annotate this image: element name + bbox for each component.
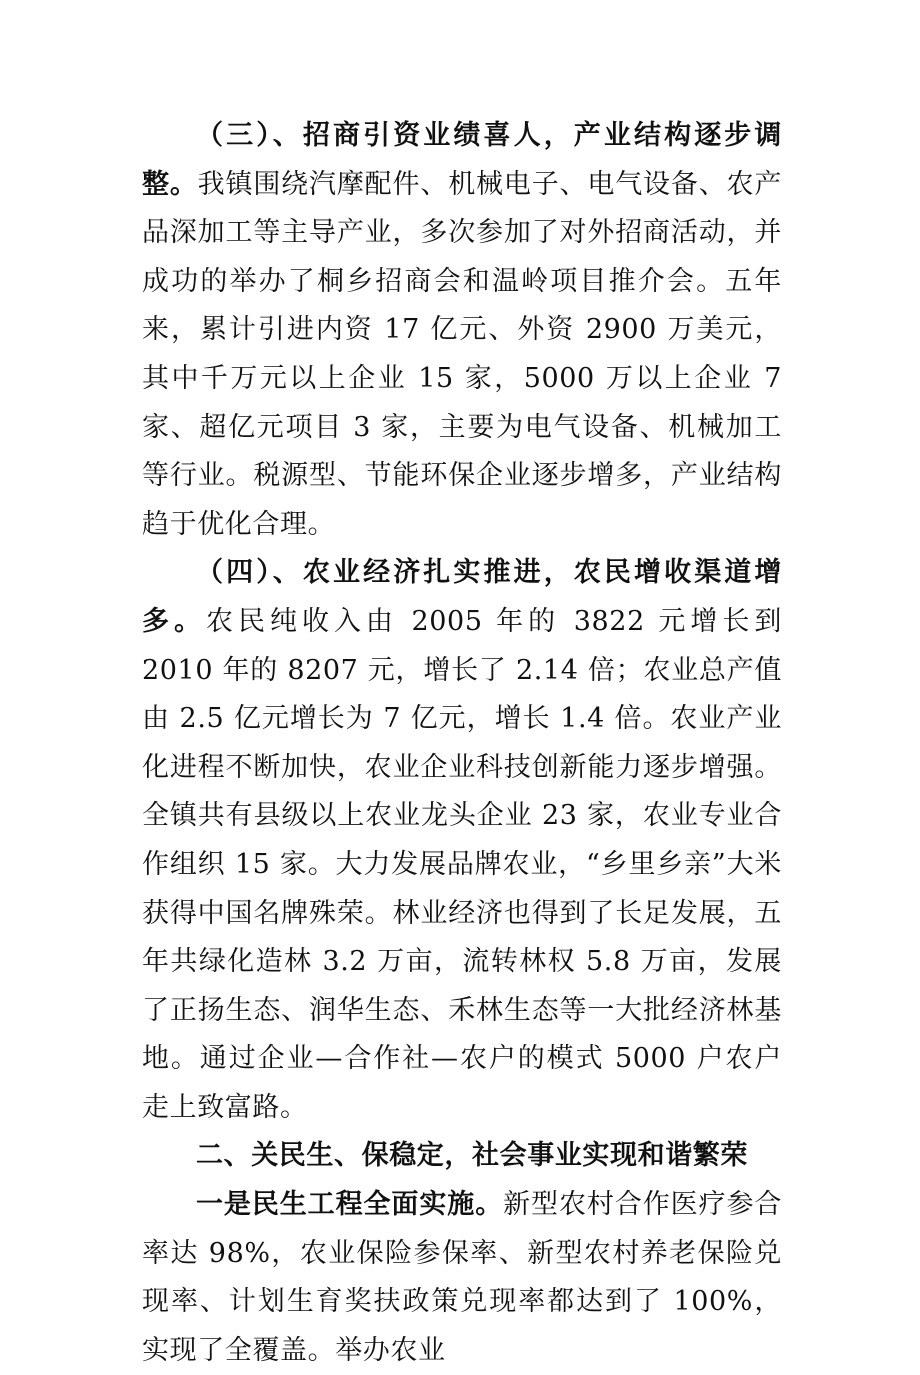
paragraph-lead-agriculture: （四）、农业经济扎实推进，农民增收渠道增多。 [142, 557, 782, 637]
paragraph-agriculture [142, 549, 782, 1132]
section-heading: 二、关民生、保稳定，社会事业实现和谐繁荣 [196, 1140, 748, 1172]
paragraph-investment [142, 112, 782, 549]
paragraph-lead-livelihood: 一是民生工程全面实施。 [196, 1189, 504, 1221]
paragraph-text-investment: 我镇围绕汽摩配件、机械电子、电气设备、农产品深加工等主导产业，多次参加了对外招商活动，并成功的举办了桐乡招商会和温岭项目推介会。五年来，累计引进内资 17 亿元、外资 2900 万美元，其中千万元以上企业 15 家，5000 万以上企业 7 家、超亿元项目 3 家，主要为电气设备、机械加工等行业。税源型、节能环保企业逐步增多，产业结构趋于优化合理。 [142, 168, 782, 540]
paragraph-livelihood [142, 1181, 782, 1375]
paragraph-lead-investment: （三）、招商引资业绩喜人，产业结构逐步调整。 [142, 120, 782, 200]
paragraph-text-livelihood: 新型农村合作医疗参合率达 98%，农业保险参保率、新型农村养老保险兑现率、计划生育奖扶政策兑现率都达到了 100%，实现了全覆盖。举办农业 [142, 1189, 783, 1366]
paragraph-text-agriculture: 农民纯收入由 2005 年的 3822 元增长到 2010 年的 8207 元，增长了 2.14 倍；农业总产值由 2.5 亿元增长为 7 亿元，增长 1.4 倍。农业产业化进程不断加快，农业企业科技创新能力逐步增强。全镇共有县级以上农业龙头企业 23 家，农业专业合作组织 15 家。大力发展品牌农业，“乡里乡亲”大米获得中国名牌殊荣。林业经济也得到了长足发展，五年共绿化造林 3.2 万亩，流转林权 5.8 万亩，发展了正扬生态、润华生态、禾林生态等一大批经济林基地。通过企业—合作社—农户的模式 5000 户农户走上致富路。 [142, 605, 782, 1123]
document-body [142, 112, 782, 1375]
